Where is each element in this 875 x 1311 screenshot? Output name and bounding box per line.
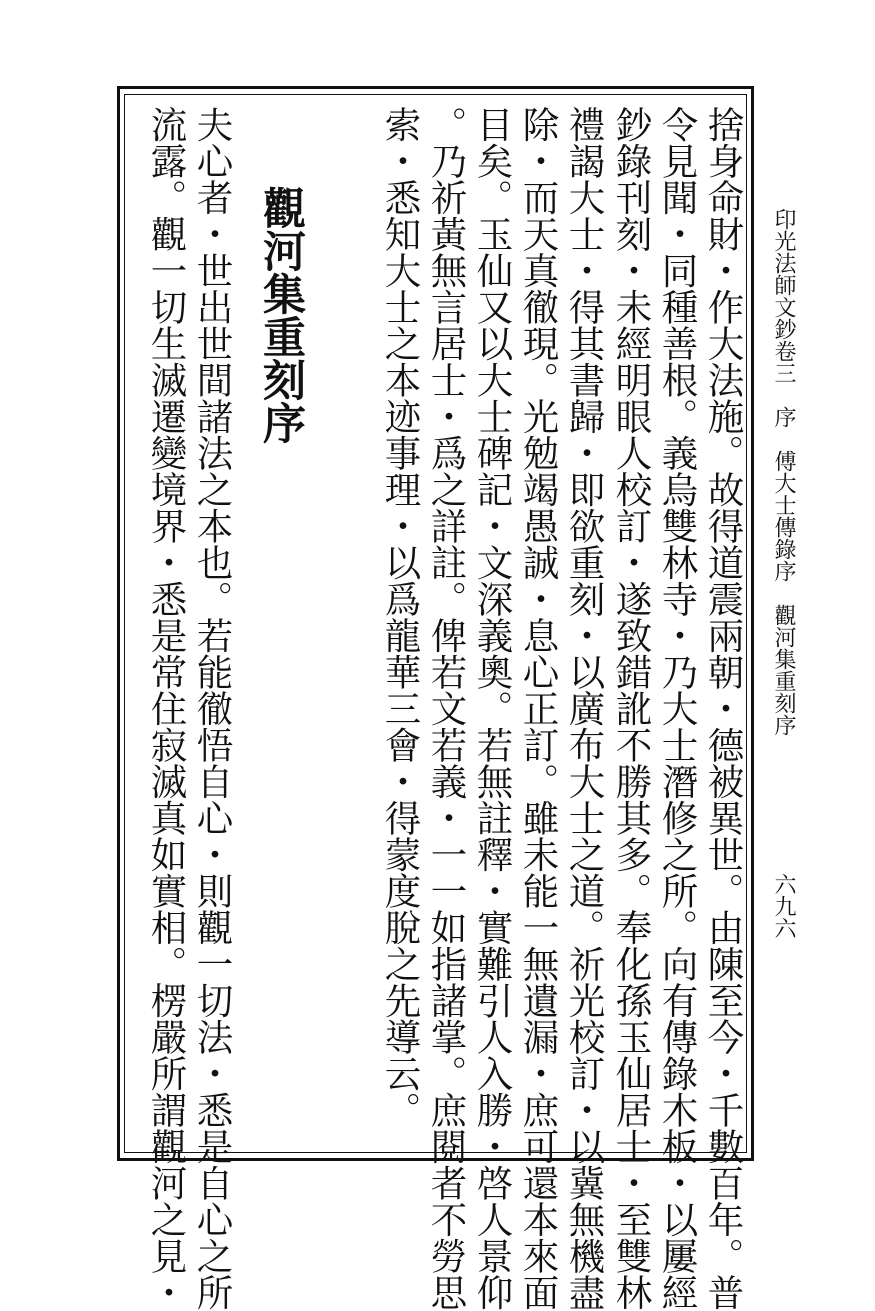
page-number: 六九六 [771, 873, 796, 939]
text-column: 索・悉知大士之本迹事理・以爲龍華三會・得蒙度脫之先導云。 [379, 106, 422, 1128]
text-column: 目矣。玉仙又以大士碑記・文深義奧。若無註釋・實難引人入勝・啓人景仰 [471, 106, 514, 1311]
section-title: 觀河集重刻序 [256, 186, 306, 444]
text-column: 除・而天真徹現。光勉竭愚誠・息心正訂。雖未能一無遺漏・庶可還本來面 [517, 106, 560, 1311]
text-column: 令見聞・同種善根。義烏雙林寺・乃大士潛修之所。向有傳錄木板・以屢經 [656, 106, 699, 1311]
text-column: 鈔錄刊刻・未經明眼人校訂・遂致錯訛不勝其多。奉化孫玉仙居士・至雙林 [610, 106, 653, 1311]
text-column: 夫心者・世出世間諸法之本也。若能徹悟自心・則觀一切法・悉是自心之所 [191, 106, 234, 1311]
text-column: 禮謁大士・得其書歸・即欲重刻・以廣布大士之道。祈光校訂・以冀無機盡 [563, 106, 606, 1311]
text-column: 捨身命財・作大法施。故得道震兩朝・德被異世。由陳至今・千數百年。普 [702, 106, 745, 1311]
running-title: 印光法師文鈔卷三 序 傅大士傳錄序 觀河集重刻序 [771, 208, 796, 736]
text-column: 。乃祈黃無言居士・爲之詳註。俾若文若義・一一如指諸掌。庶閱者不勞思 [425, 106, 468, 1311]
text-column: 流露。觀一切生滅遷變境界・悉是常住寂滅真如實相。楞嚴所謂觀河之見・ [145, 106, 188, 1311]
